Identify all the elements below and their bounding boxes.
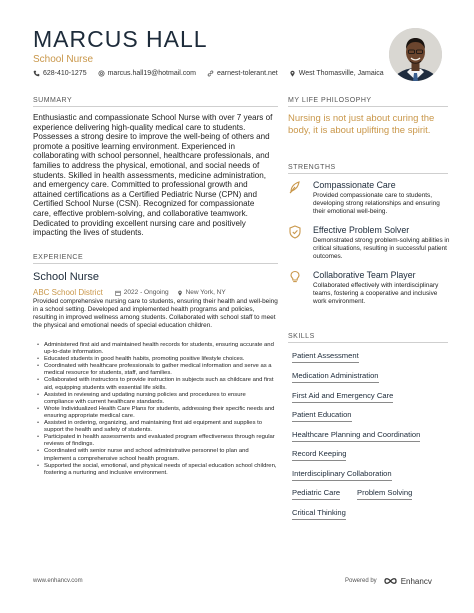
summary-text: Enthusiastic and compassionate School Nurse with over 7 years of experience delivering high-quality medical care to students. Possesses a strong desire to improve the well-being of others and promote a positive learning environment. Experienced in collaborating with school personnel, healthcare professionals, and families to address the physical, emotional, and social needs of students. Skilled in health assessments, medicine administration, and emergency care. Committed to professional growth and attained certifications as a Certified Pediatric Nurse (CPN) and Certified School Nurse (CSN). Recognized for compassionate care, effective problem-solving, and collaborative teamwork. Dedicated to providing excellent nursing care and positively impacting the lives of students. bbox=[33, 113, 273, 238]
strength-item bbox=[288, 225, 448, 265]
link-icon bbox=[207, 70, 214, 77]
list-item: • Coordinated with senior nurse and school administrative personnel to plan and implement a comprehensive school health program. bbox=[37, 448, 277, 462]
candidate-title: School Nurse bbox=[33, 54, 94, 65]
summary-divider bbox=[33, 106, 278, 107]
skill-tag: Patient Education bbox=[292, 410, 352, 422]
website-text: earnest-tolerant.net bbox=[217, 70, 278, 77]
job-meta bbox=[33, 288, 278, 297]
strength-item bbox=[288, 270, 448, 310]
calendar-icon bbox=[115, 290, 121, 296]
map-pin-icon bbox=[289, 70, 296, 77]
job-title: School Nurse bbox=[33, 271, 100, 283]
footer-brand bbox=[345, 576, 432, 586]
skill-tag: Patient Assessment bbox=[292, 351, 359, 363]
skill-tag: Healthcare Planning and Coordination bbox=[292, 430, 420, 442]
map-pin-icon bbox=[177, 290, 183, 296]
contact-row bbox=[33, 70, 395, 77]
list-item: • Participated in health assessments and evaluated program effectiveness through regular reviews of findings. bbox=[37, 434, 277, 448]
badge-icon bbox=[288, 225, 302, 239]
strengths-divider bbox=[288, 173, 448, 174]
enhancv-logo-icon bbox=[383, 576, 398, 586]
company-name: ABC School District bbox=[33, 288, 103, 297]
list-item: • Coordinated with healthcare professionals to gather medical information and serve as a medical resource for students, staff, and families. bbox=[37, 363, 277, 377]
skills-divider bbox=[288, 342, 448, 343]
lightbulb-icon bbox=[288, 270, 302, 284]
footer-website[interactable]: www.enhancv.com bbox=[33, 578, 83, 584]
profile-photo-image bbox=[389, 28, 442, 81]
strength-title: Effective Problem Solver bbox=[313, 225, 410, 235]
list-item: • Collaborated with instructors to provide instruction in subjects such as childcare and first aid, equipping students with essential life skills. bbox=[37, 377, 277, 391]
job-bullets bbox=[37, 342, 277, 477]
contact-website[interactable] bbox=[207, 70, 278, 77]
strengths-heading: STRENGTHS bbox=[288, 164, 336, 171]
contact-phone bbox=[33, 70, 87, 77]
email-text: marcus.hall19@hotmail.com bbox=[107, 70, 197, 77]
job-location bbox=[177, 289, 226, 296]
strength-title: Compassionate Care bbox=[313, 180, 396, 190]
contact-location bbox=[289, 70, 384, 77]
skill-tag: Record Keeping bbox=[292, 449, 346, 461]
skill-tag: Critical Thinking bbox=[292, 508, 346, 520]
experience-heading: EXPERIENCE bbox=[33, 254, 84, 261]
brand-name: Enhancv bbox=[400, 576, 432, 586]
candidate-name: MARCUS HALL bbox=[33, 26, 208, 52]
strength-item bbox=[288, 180, 448, 220]
strength-description: Collaborated effectively with interdisciplinary teams, fostering a cooperative and inclusive work environment. bbox=[313, 282, 439, 305]
skill-tag: First Aid and Emergency Care bbox=[292, 391, 393, 403]
list-item: • Assisted in ordering, organizing, and maintaining first aid equipment and supplies to support the health and safety of students. bbox=[37, 420, 277, 434]
philosophy-heading: MY LIFE PHILOSOPHY bbox=[288, 97, 372, 104]
powered-by-text: Powered by bbox=[345, 578, 377, 584]
feather-icon bbox=[288, 180, 302, 194]
skills-heading: SKILLS bbox=[288, 333, 315, 340]
skill-tag: Interdisciplinary Collaboration bbox=[292, 469, 392, 481]
location-text: West Thomasville, Jamaica bbox=[298, 70, 384, 77]
phone-text: 628-410-1275 bbox=[43, 70, 87, 77]
job-location-text: New York, NY bbox=[185, 289, 226, 296]
phone-icon bbox=[33, 70, 40, 77]
list-item: • Wrote Individualized Health Care Plans for students, addressing their specific needs and ensuring appropriate medical care. bbox=[37, 406, 277, 420]
strength-title: Collaborative Team Player bbox=[313, 270, 416, 280]
brand-logo bbox=[383, 576, 432, 586]
job-description: Provided comprehensive nursing care to students, ensuring their health and well-being in a school setting. Developed and implemented health programs and policies, resulting in improved wellness among students. Collaborated with school staff to meet the physical and emotional needs of special education children. bbox=[33, 298, 278, 329]
list-item: • Assisted in reviewing and updating nursing policies and procedures to ensure compliance with current healthcare standards. bbox=[37, 392, 277, 406]
strength-description: Demonstrated strong problem-solving abilities in critical situations, resulting in successful patient outcomes. bbox=[313, 237, 450, 260]
skill-tag: Medication Administration bbox=[292, 371, 379, 383]
profile-photo bbox=[389, 28, 442, 81]
strength-description: Provided compassionate care to students, developing strong relationships and ensuring their emotional well-being. bbox=[313, 192, 440, 215]
list-item: • Educated students in good health habits, promoting positive lifestyle choices. bbox=[37, 356, 277, 363]
philosophy-quote: Nursing is not just about curing the body, it is about uplifting the spirit. bbox=[288, 113, 435, 136]
list-item: • Supported the social, emotional, and physical needs of special education school children, fostering a nurturing and inclusive environment. bbox=[37, 463, 277, 477]
job-dates bbox=[115, 289, 169, 296]
skill-tag: Pediatric Care bbox=[292, 488, 340, 500]
experience-divider bbox=[33, 263, 278, 264]
job-dates-text: 2022 - Ongoing bbox=[123, 289, 169, 296]
summary-heading: SUMMARY bbox=[33, 97, 73, 104]
contact-email[interactable] bbox=[98, 70, 196, 77]
at-icon bbox=[98, 70, 105, 77]
list-item: • Administered first aid and maintained health records for students, ensuring accurate and up-to-date information. bbox=[37, 342, 277, 356]
skill-tag: Problem Solving bbox=[357, 488, 412, 500]
philosophy-divider bbox=[288, 106, 448, 107]
